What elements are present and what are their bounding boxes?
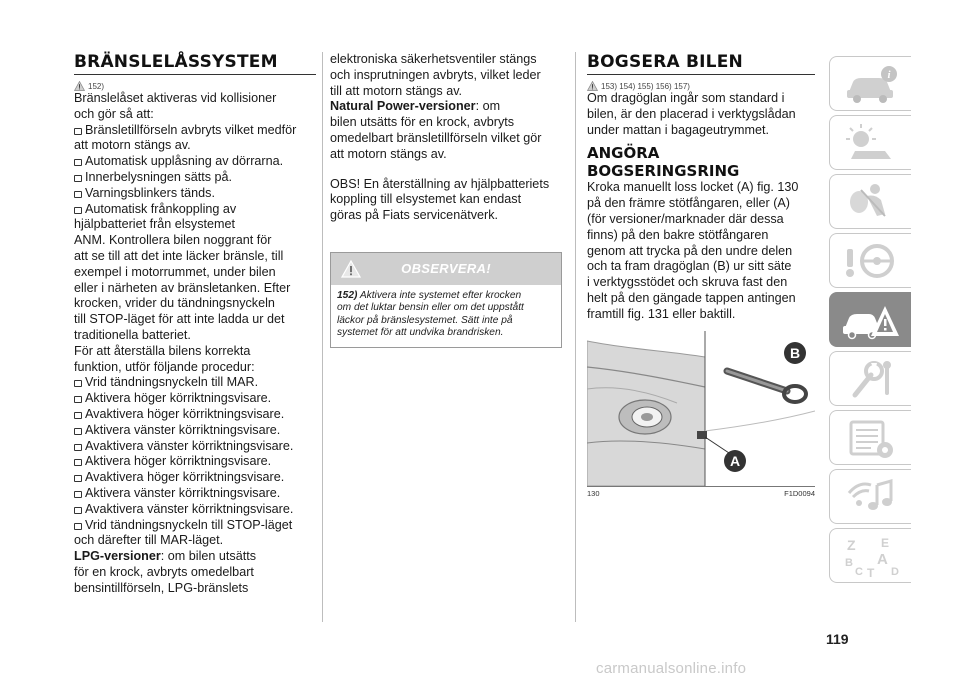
warning-number: 152): [337, 289, 358, 301]
warning-box-header: [331, 253, 561, 285]
checkbox-bullet-icon: [74, 459, 82, 466]
tab-service[interactable]: [829, 351, 911, 406]
reference-number: 152): [88, 81, 105, 91]
warning-triangle-icon: [587, 81, 598, 91]
svg-text:T: T: [866, 565, 874, 578]
checkbox-bullet-icon: [74, 523, 82, 530]
list-item: Automatisk upplåsning av dörrarna.: [74, 154, 316, 170]
figure-code: F1D0094: [784, 488, 815, 498]
checkbox-bullet-icon: [74, 507, 82, 514]
body-line: Kroka manuellt loss locket (A) fig. 130: [587, 180, 799, 195]
power-label: Natural Power-versioner: [330, 99, 476, 114]
body-line: helt på den gängade tappen antingen: [587, 290, 796, 305]
svg-text:A: A: [876, 550, 888, 568]
note-line: ANM. Kontrollera bilen noggrant för: [74, 233, 272, 248]
power-line: att motorn stängs av.: [330, 146, 447, 161]
subsection-heading: ANGÖRA BOGSERINGSRING: [587, 144, 740, 181]
reference-numbers: 153) 154) 155) 156) 157): [601, 81, 690, 91]
warning-reference: [74, 81, 316, 91]
section-heading: BOGSERA BILEN: [587, 52, 815, 75]
checkbox-bullet-icon: [74, 207, 82, 214]
note-line: att se till att det inte läcker bränsle, till: [74, 248, 284, 263]
checkbox-bullet-icon: [74, 428, 82, 435]
column-3: [587, 52, 819, 498]
list-item: Automatisk frånkoppling av: [74, 202, 316, 218]
airbag-safety-icon: [841, 180, 901, 224]
checkbox-bullet-icon: [74, 412, 82, 419]
car-info-icon: [841, 62, 901, 106]
figure-number: 130: [587, 488, 600, 498]
svg-text:i: i: [886, 68, 891, 81]
tab-starting-driving[interactable]: [829, 233, 911, 288]
warning-title: OBSERVERA!: [401, 261, 491, 277]
body-line: på den främre stötfångaren, eller (A): [587, 196, 791, 211]
note-line: krocken, vrider du tändningsnyckeln: [74, 296, 275, 311]
list-item: Avaktivera höger körriktningsvisare.: [74, 470, 316, 486]
label-a: A: [729, 452, 741, 469]
tab-multimedia[interactable]: [829, 469, 911, 524]
index-icon: [841, 534, 901, 578]
power-line: bilen utsätts för en krock, avbryts: [330, 115, 515, 130]
lpg-line: LPG-versioner: om bilen utsätts: [74, 549, 256, 564]
column-1: [74, 52, 316, 597]
intro-line: under mattan i bagageutrymmet.: [587, 122, 770, 137]
list-item: Avaktivera vänster körriktningsvisare.: [74, 439, 316, 455]
warning-references: [587, 81, 819, 91]
figure-caption: [587, 489, 815, 498]
power-line: Natural Power-versioner: om: [330, 99, 501, 114]
checkbox-bullet-icon: [74, 491, 82, 498]
intro-line: Bränslelåset aktiveras vid kollisioner: [74, 91, 277, 105]
list-item: Avaktivera höger körriktningsvisare.: [74, 407, 316, 423]
warning-triangle-icon: [341, 260, 361, 278]
section-heading: BRÄNSLELÅSSYSTEM: [74, 52, 316, 75]
list-item: Varningsblinkers tänds.: [74, 186, 316, 202]
dashboard-lights-icon: [841, 121, 901, 165]
checkbox-bullet-icon: [74, 191, 82, 198]
list-item: Aktivera vänster körriktningsvisare.: [74, 486, 316, 502]
breakdown-warning-icon: [841, 298, 901, 342]
lpg-line: bensintillförseln, LPG-bränslets: [74, 580, 249, 595]
multimedia-icon: [841, 475, 901, 519]
obs-line: koppling till elsystemet kan endast: [330, 192, 522, 207]
procedure-intro: funktion, utför följande procedur:: [74, 359, 255, 374]
tab-dashboard-lights[interactable]: [829, 115, 911, 170]
svg-text:C: C: [854, 565, 863, 578]
body-line: (för versioner/marknader där dessa: [587, 211, 784, 226]
intro-line: och gör så att:: [74, 106, 154, 121]
warning-box: [330, 252, 562, 348]
column-2: [330, 52, 562, 348]
tab-technical-data[interactable]: [829, 410, 911, 465]
column-divider: [575, 52, 576, 622]
list-item: Bränsletillförseln avbryts vilket medför: [74, 123, 316, 139]
chapter-sidebar: [829, 56, 911, 587]
list-item: Aktivera vänster körriktningsvisare.: [74, 423, 316, 439]
svg-text:Z: Z: [846, 536, 856, 553]
note-line: eller i närheten av bränsletanken. Efter: [74, 280, 291, 295]
svg-text:E: E: [880, 535, 889, 550]
tab-car-info[interactable]: [829, 56, 911, 111]
lpg-label: LPG-versioner: [74, 549, 161, 564]
body-line: genom att trycka på den undre delen: [587, 243, 793, 258]
list-item: Aktivera höger körriktningsvisare.: [74, 454, 316, 470]
body-line: och ta fram dragöglan (B) ur sitt säte: [587, 259, 792, 274]
procedure-intro: För att återställa bilens korrekta: [74, 343, 251, 358]
body-line: framtill fig. 131 eller baktill.: [587, 306, 736, 321]
intro-line: bilen, är den placerad i verktygslådan: [587, 106, 796, 121]
list-item: Avaktivera vänster körriktningsvisare.: [74, 502, 316, 518]
tab-safety[interactable]: [829, 174, 911, 229]
steering-wheel-icon: [841, 239, 901, 283]
body-line: till att motorn stängs av.: [330, 83, 463, 98]
warning-triangle-icon: [74, 81, 85, 91]
watermark: carmanualsonline.info: [596, 660, 747, 677]
note-line: traditionella batteriet.: [74, 327, 191, 342]
list-item-cont: att motorn stängs av.: [74, 138, 191, 153]
warning-text: 152) Aktivera inte systemet efter krocken om det luktar bensin eller om det uppstått läckor på bränslesystemet. Sätt inte på systemet för att undvika brandrisken.: [337, 289, 524, 339]
list-item: Innerbelysningen sätts på.: [74, 170, 316, 186]
body-line: i verktygsstödet och skruva fast den: [587, 275, 788, 290]
checkbox-bullet-icon: [74, 159, 82, 166]
checkbox-bullet-icon: [74, 380, 82, 387]
power-line: omedelbart bränsletillförseln vilket gör: [330, 130, 542, 145]
svg-text:D: D: [890, 565, 899, 578]
intro-line: Om dragöglan ingår som standard i: [587, 91, 785, 105]
column-divider: [322, 52, 323, 622]
tab-index[interactable]: [829, 528, 911, 583]
checkbox-bullet-icon: [74, 444, 82, 451]
checkbox-bullet-icon: [74, 475, 82, 482]
tow-hook-figure: [587, 331, 815, 487]
technical-data-icon: [841, 416, 901, 460]
lpg-line: för en krock, avbryts omedelbart: [74, 564, 254, 579]
checkbox-bullet-icon: [74, 396, 82, 403]
list-item: Aktivera höger körriktningsvisare.: [74, 391, 316, 407]
obs-line: göras på Fiats servicenätverk.: [330, 208, 498, 223]
bumper-illustration: [587, 331, 815, 486]
checkbox-bullet-icon: [74, 175, 82, 182]
body-line: och insprutningen avbryts, vilket leder: [330, 67, 541, 82]
note-line: till STOP-läget för att inte ladda ur det: [74, 312, 285, 327]
list-item-cont: hjälpbatteriet från elsystemet: [74, 217, 236, 232]
body-line: finns) på den bakre stötfångaren: [587, 227, 769, 242]
page-number: 119: [826, 631, 849, 647]
list-item-cont: och därefter till MAR-läget.: [74, 533, 224, 548]
service-wrench-icon: [841, 357, 901, 401]
svg-text:B: B: [844, 556, 853, 569]
label-b: B: [789, 344, 801, 361]
note-line: exempel i motorrummet, under bilen: [74, 264, 276, 279]
body-line: elektroniska säkerhetsventiler stängs: [330, 52, 537, 66]
list-item: Vrid tändningsnyckeln till STOP-läget: [74, 518, 316, 534]
tab-emergency[interactable]: [829, 292, 911, 347]
obs-line: OBS! En återställning av hjälpbatteriets: [330, 176, 550, 191]
list-item: Vrid tändningsnyckeln till MAR.: [74, 375, 316, 391]
checkbox-bullet-icon: [74, 128, 82, 135]
